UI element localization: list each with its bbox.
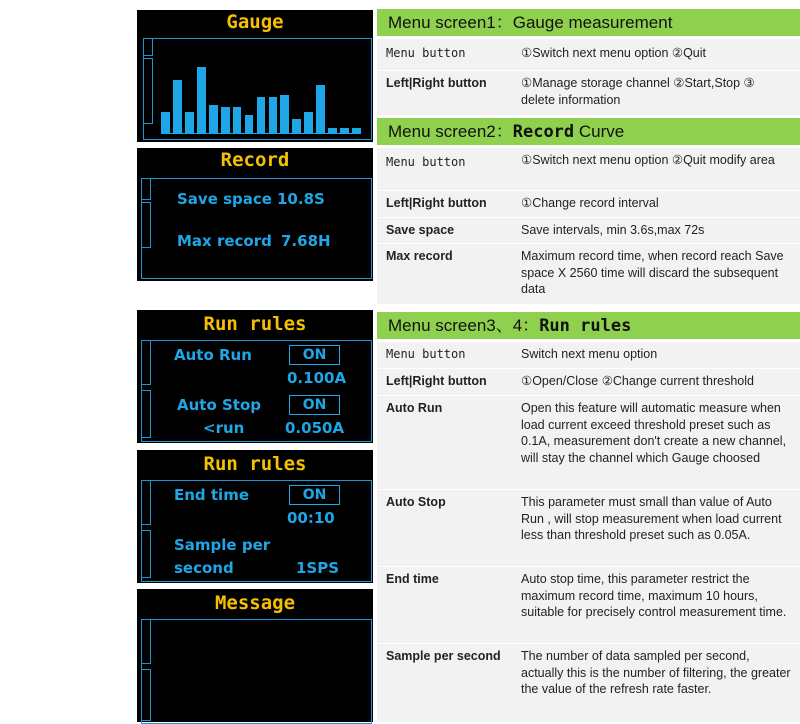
row-value: The number of data sampled per second, actually this is the number of filtering, the greater the value of the refresh rate faster. xyxy=(521,649,791,696)
end-time-value: 00:10 xyxy=(287,509,335,527)
end-time-label: End time xyxy=(174,486,249,504)
row-key: Menu button xyxy=(386,347,466,361)
run-rules-frame-tick xyxy=(141,340,151,385)
gauge-bar xyxy=(209,105,218,133)
row-value: ①Open/Close ②Change current threshold xyxy=(521,374,754,388)
row-key: Sample per second xyxy=(386,649,501,663)
gauge-screen-title: Gauge xyxy=(226,11,284,33)
row-value: Maximum record time, when record reach Save space X 2560 time will discard the subsequent data xyxy=(521,249,784,296)
row-value: This parameter must small than value of Auto Run , will stop measurement when load current less than threshold preset such as 0.05A. xyxy=(521,495,782,542)
row-value: ①Switch next menu option ②Quit xyxy=(521,46,706,60)
auto-stop-threshold: 0.050A xyxy=(285,419,345,437)
gauge-bar xyxy=(185,112,194,133)
record-panel-heading-mono: Record xyxy=(512,122,575,142)
gauge-bar xyxy=(269,97,278,133)
gauge-bar xyxy=(316,85,325,133)
description-row xyxy=(377,191,800,217)
gauge-panel-heading: Menu screen1：Gauge measurement xyxy=(388,13,673,32)
row-value: Save intervals, min 3.6s,max 72s xyxy=(521,223,705,237)
description-row xyxy=(377,490,800,566)
description-row xyxy=(377,148,800,190)
row-key: End time xyxy=(386,572,439,586)
row-key: Save space xyxy=(386,223,455,237)
gauge-bar-chart xyxy=(161,48,361,133)
message-screen-title: Message xyxy=(214,592,296,614)
row-key: Left|Right button xyxy=(386,76,487,90)
row-key: Max record xyxy=(386,249,453,263)
gauge-baseline xyxy=(161,133,361,134)
message-frame-tick xyxy=(141,619,151,664)
record-frame-tick xyxy=(141,202,151,248)
description-row xyxy=(377,369,800,395)
auto-run-threshold: 0.100A xyxy=(287,369,347,387)
sample-per-second-value: 1SPS xyxy=(296,559,340,577)
row-key: Auto Stop xyxy=(386,495,446,509)
auto-run-label: Auto Run xyxy=(174,346,252,364)
row-key: Menu button xyxy=(386,155,466,169)
run-rules-panel-header xyxy=(377,312,800,339)
row-value: ①Change record interval xyxy=(521,196,659,210)
end-time-toggle[interactable]: ON xyxy=(289,485,340,505)
sample-per-second-label-2: second xyxy=(174,559,234,577)
gauge-screen xyxy=(137,10,373,142)
description-row xyxy=(377,244,800,304)
record-panel-header xyxy=(377,118,800,145)
record-panel-heading-prefix: Menu screen2： xyxy=(388,122,513,141)
row-value: ①Manage storage channel ②Start,Stop ③ delete information xyxy=(521,76,755,107)
record-screen xyxy=(137,148,373,281)
row-value: Auto stop time, this parameter restrict the maximum record time, maximum 10 hours, suitable for precisely control measurement time. xyxy=(521,572,787,619)
description-row xyxy=(377,567,800,643)
auto-stop-label: Auto Stop xyxy=(177,396,262,414)
gauge-frame-tick xyxy=(143,38,153,56)
message-frame xyxy=(141,619,372,724)
gauge-bar xyxy=(221,107,230,133)
run-panel-heading-mono: Run rules xyxy=(539,316,632,336)
max-record-value: 7.68H xyxy=(281,232,331,250)
save-space-value: 10.8S xyxy=(277,190,325,208)
gauge-bar xyxy=(280,95,289,133)
run-rules-frame-tick xyxy=(141,390,151,438)
auto-stop-toggle[interactable]: ON xyxy=(289,395,340,415)
run-rules-frame-tick xyxy=(141,480,151,525)
gauge-bar xyxy=(304,112,313,133)
auto-run-toggle[interactable]: ON xyxy=(289,345,340,365)
row-key: Menu button xyxy=(386,46,466,60)
save-space-label: Save space xyxy=(177,190,272,208)
record-frame-tick xyxy=(141,178,151,200)
run-rules-screen-1 xyxy=(137,310,373,443)
record-panel-heading-suffix: Curve xyxy=(574,122,625,141)
message-screen xyxy=(137,589,373,722)
description-row xyxy=(377,39,800,70)
run-rules-screen-2 xyxy=(137,450,373,583)
gauge-bar xyxy=(292,119,301,133)
sample-per-second-label: Sample per xyxy=(174,536,271,554)
gauge-bar xyxy=(173,80,182,133)
run-rules-frame-tick xyxy=(141,530,151,578)
gauge-bar xyxy=(245,115,254,133)
max-record-label: Max record xyxy=(177,232,272,250)
gauge-frame-tick xyxy=(143,58,153,124)
gauge-panel-header xyxy=(377,9,800,36)
gauge-bar xyxy=(161,112,170,133)
row-key: Left|Right button xyxy=(386,374,487,388)
row-key: Left|Right button xyxy=(386,196,487,210)
description-row xyxy=(377,644,800,722)
run-rules-title: Run rules xyxy=(203,453,307,475)
description-row xyxy=(377,218,800,243)
gauge-bar xyxy=(197,67,206,133)
description-row xyxy=(377,396,800,489)
auto-stop-condition: <run xyxy=(203,419,245,437)
row-value: Switch next menu option xyxy=(521,347,658,361)
run-panel-heading-prefix: Menu screen3、4： xyxy=(388,316,540,335)
run-rules-description-panel xyxy=(377,312,800,722)
gauge-bar xyxy=(233,107,242,133)
row-value: ①Switch next menu option ②Quit modify area xyxy=(521,153,775,167)
record-description-panel xyxy=(377,118,800,304)
gauge-bar xyxy=(257,97,266,133)
message-frame-tick xyxy=(141,669,151,721)
description-row xyxy=(377,342,800,368)
gauge-description-panel xyxy=(377,9,800,109)
row-key: Auto Run xyxy=(386,401,443,415)
row-value: Open this feature will automatic measure when load current exceed threshold preset such as 0.1A, measurement don't create a new channel, will stay the channel which Gauge choosed xyxy=(521,401,787,465)
record-screen-title: Record xyxy=(220,149,290,171)
description-row xyxy=(377,71,800,115)
run-rules-title: Run rules xyxy=(203,313,307,335)
